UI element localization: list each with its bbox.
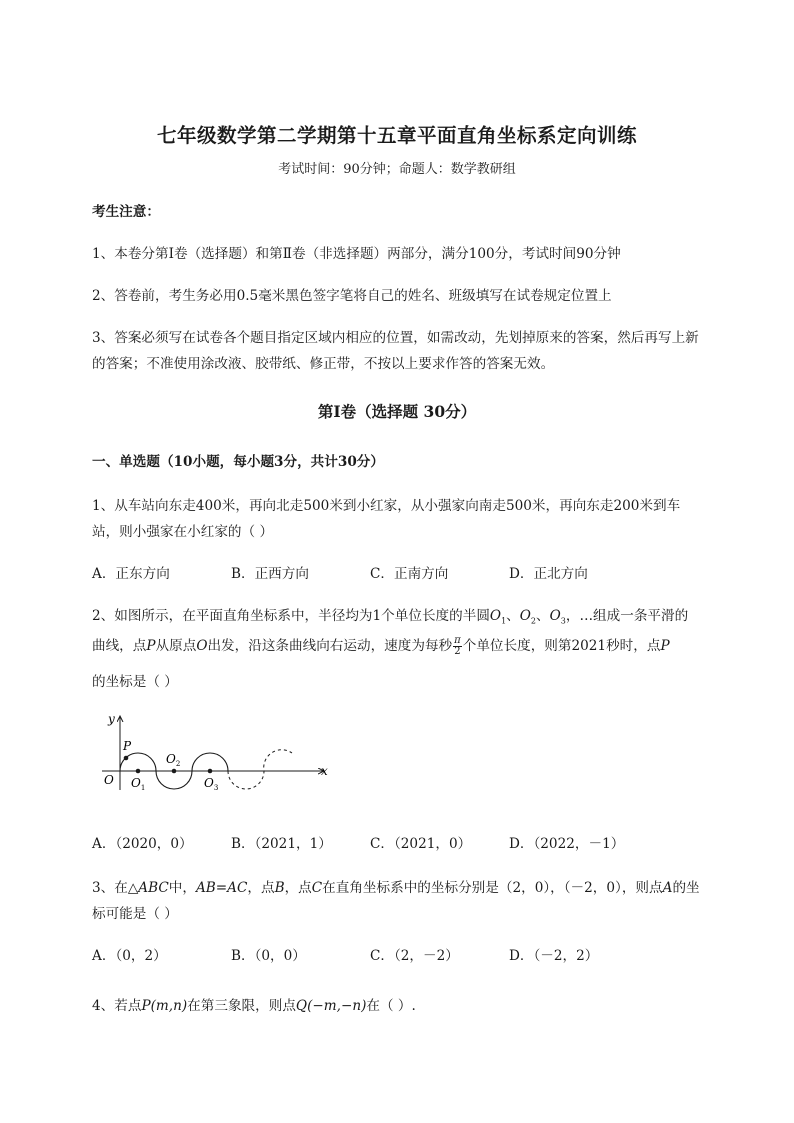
notice-heading: 考生注意：	[92, 204, 160, 220]
section-title: 第I卷（选择题 30分）	[317, 402, 477, 421]
page-title: 七年级数学第二学期第十五章平面直角坐标系定向训练	[156, 124, 637, 147]
q2-figure	[92, 708, 342, 798]
q3-option-c: C．（2，－2）	[370, 948, 459, 964]
x-label: x	[321, 764, 328, 778]
notice-item-3-cont: 的答案；不准使用涂改液、胶带纸、修正带，不按以上要求作答的答案无效。	[92, 356, 555, 372]
q1-line2: 站，则小强家在小红家的（ ）	[92, 524, 274, 540]
q3-option-a: A．（0，2）	[92, 948, 167, 964]
o2-label: $O_2$	[166, 752, 181, 768]
notice-item-3: 3、答案必须写在试卷各个题目指定区域内相应的位置，如需改动，先划掉原来的答案，然后再写上新	[92, 330, 699, 346]
q2-line2: 曲线，点P从原点O出发，沿这条曲线向右运动，速度为每秒 $\frac{\pi}{2}$ 个单位长度，则第2021秒时，点P	[92, 635, 670, 657]
exam-info: 考试时间：90分钟；命题人：数学教研组	[278, 162, 516, 177]
origin-label: O	[104, 773, 114, 787]
point-o2	[172, 769, 177, 774]
p-label: P	[123, 739, 132, 753]
q1-option-a: A．正东方向	[92, 566, 170, 582]
o3-label: $O_3$	[204, 776, 219, 792]
part-heading: 一、单选题（10小题，每小题3分，共计30分）	[92, 454, 384, 470]
point-p	[124, 756, 129, 761]
q1-option-c: C．正南方向	[370, 566, 449, 582]
q3-option-d: D．（－2，2）	[509, 948, 599, 964]
q2-option-b: B．（2021，1）	[231, 836, 332, 852]
q1-option-b: B．正西方向	[231, 566, 309, 582]
notice-item-1: 1、本卷分第I卷（选择题）和第Ⅱ卷（非选择题）两部分，满分100分，考试时间90分钟	[92, 246, 621, 262]
q2-option-d: D．（2022，－1）	[509, 836, 625, 852]
q4-line1: 4、若点P(m,n)在第三象限，则点Q(−m,−n)在（ ）.	[92, 998, 416, 1014]
point-o1	[136, 769, 141, 774]
point-o3	[208, 769, 213, 774]
o1-label: $O_1$	[131, 776, 146, 792]
pi-over-2-fraction: $\frac{\pi}{2}$	[454, 635, 461, 657]
q2-option-a: A．（2020，0）	[92, 836, 193, 852]
y-label: y	[108, 712, 115, 726]
q1-line1: 1、从车站向东走400米，再向北走500米到小红家，从小强家向南走500米，再向东走200米到车	[92, 498, 681, 514]
dashed-continuation	[228, 750, 292, 789]
notice-item-2: 2、答卷前，考生务必用0.5毫米黑色签字笔将自己的姓名、班级填写在试卷规定位置上	[92, 288, 612, 304]
q3-option-b: B．（0，0）	[231, 948, 306, 964]
q2-line3: 的坐标是（ ）	[92, 674, 178, 690]
q2-line1: 2、如图所示，在平面直角坐标系中，半径均为1个单位长度的半圆$O_1$、$O_2$、$O_3$，…组成一条平滑的	[92, 608, 689, 626]
q2-option-c: C．（2021，0）	[370, 836, 472, 852]
q1-option-d: D．正北方向	[509, 566, 588, 582]
q3-line2: 标可能是（ ）	[92, 906, 178, 922]
q3-line1: 3、在△ABC中，AB=AC，点B，点C在直角坐标系中的坐标分别是（2，0），（－2，0），则点A的坐	[92, 880, 700, 896]
